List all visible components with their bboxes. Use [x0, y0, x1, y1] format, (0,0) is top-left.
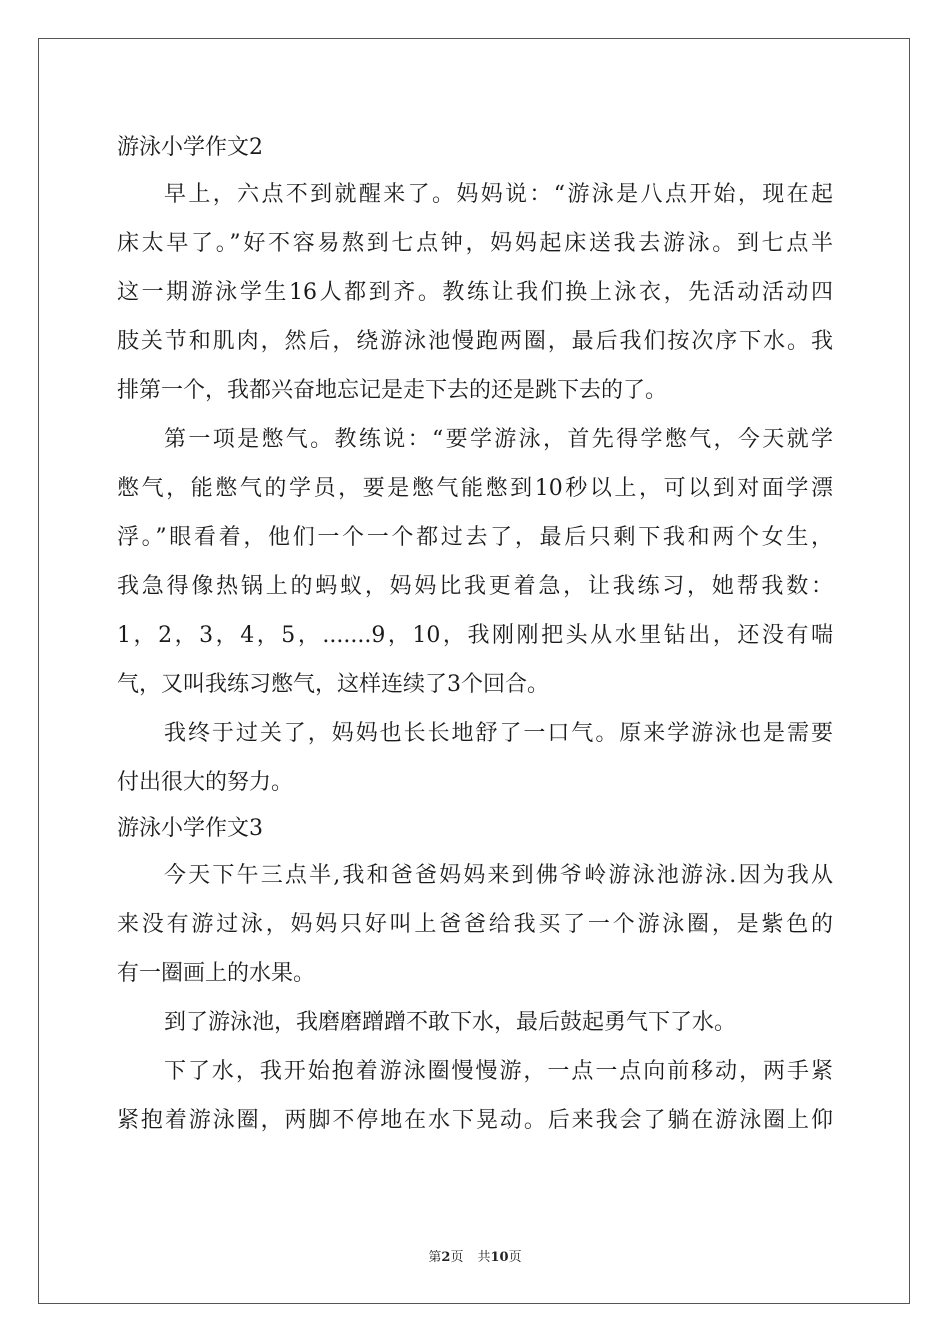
paragraph-line: 来没有游过泳，妈妈只好叫上爸爸给我买了一个游泳圈，是紫色的 — [117, 912, 833, 937]
paragraph-line: 有一圈画上的水果。 — [117, 961, 316, 986]
paragraph-line: 排第一个，我都兴奋地忘记是走下去的还是跳下去的了。 — [117, 378, 668, 403]
paragraph-line: 付出很大的努力。 — [117, 770, 294, 795]
paragraph-line: 早上，六点不到就醒来了。妈妈说：“游泳是八点开始，现在起 — [164, 182, 833, 207]
paragraph-line: 肢关节和肌肉，然后，绕游泳池慢跑两圈，最后我们按次序下水。我 — [117, 329, 833, 354]
paragraph-line: 到了游泳池，我磨磨蹭蹭不敢下水，最后鼓起勇气下了水。 — [164, 1010, 737, 1035]
paragraph-line: 第一项是憋气。教练说：“要学游泳，首先得学憋气，今天就学 — [164, 427, 833, 452]
paragraph-line: 紧抱着游泳圈，两脚不停地在水下晃动。后来我会了躺在游泳圈上仰 — [117, 1108, 833, 1133]
paragraph-line: 我终于过关了，妈妈也长长地舒了一口气。原来学游泳也是需要 — [164, 721, 833, 746]
section-heading: 游泳小学作文3 — [117, 816, 263, 841]
paragraph-line: 下了水，我开始抱着游泳圈慢慢游，一点一点向前移动，两手紧 — [164, 1059, 833, 1084]
paragraph-line: 1，2，3，4，5，.......9，10，我刚刚把头从水里钻出，还没有喘 — [117, 623, 833, 648]
footer-page-suffix: 页 — [450, 1250, 464, 1265]
section-heading: 游泳小学作文2 — [117, 135, 263, 160]
footer-page-prefix: 第 — [428, 1250, 442, 1265]
page-footer — [0, 1246, 950, 1265]
footer-page-number: 2 — [441, 1250, 451, 1265]
paragraph-line: 我急得像热锅上的蚂蚁，妈妈比我更着急，让我练习，她帮我数： — [117, 574, 833, 599]
footer-total-pages: 10 — [490, 1250, 509, 1265]
paragraph-line: 浮。”眼看着，他们一个一个都过去了，最后只剩下我和两个女生， — [117, 525, 833, 550]
paragraph-line: 床太早了。”好不容易熬到七点钟，妈妈起床送我去游泳。到七点半 — [117, 231, 833, 256]
footer-total-suffix: 页 — [508, 1250, 522, 1265]
paragraph-line: 今天下午三点半,我和爸爸妈妈来到佛爷岭游泳池游泳.因为我从 — [164, 863, 833, 888]
paragraph-line: 这一期游泳学生16人都到齐。教练让我们换上泳衣，先活动活动四 — [117, 280, 833, 305]
document-body — [117, 126, 833, 1145]
paragraph-line: 憋气，能憋气的学员，要是憋气能憋到10秒以上，可以到对面学漂 — [117, 476, 833, 501]
footer-total-prefix: 共 — [477, 1250, 491, 1265]
paragraph-line: 气，又叫我练习憋气，这样连续了3个回合。 — [117, 672, 549, 697]
